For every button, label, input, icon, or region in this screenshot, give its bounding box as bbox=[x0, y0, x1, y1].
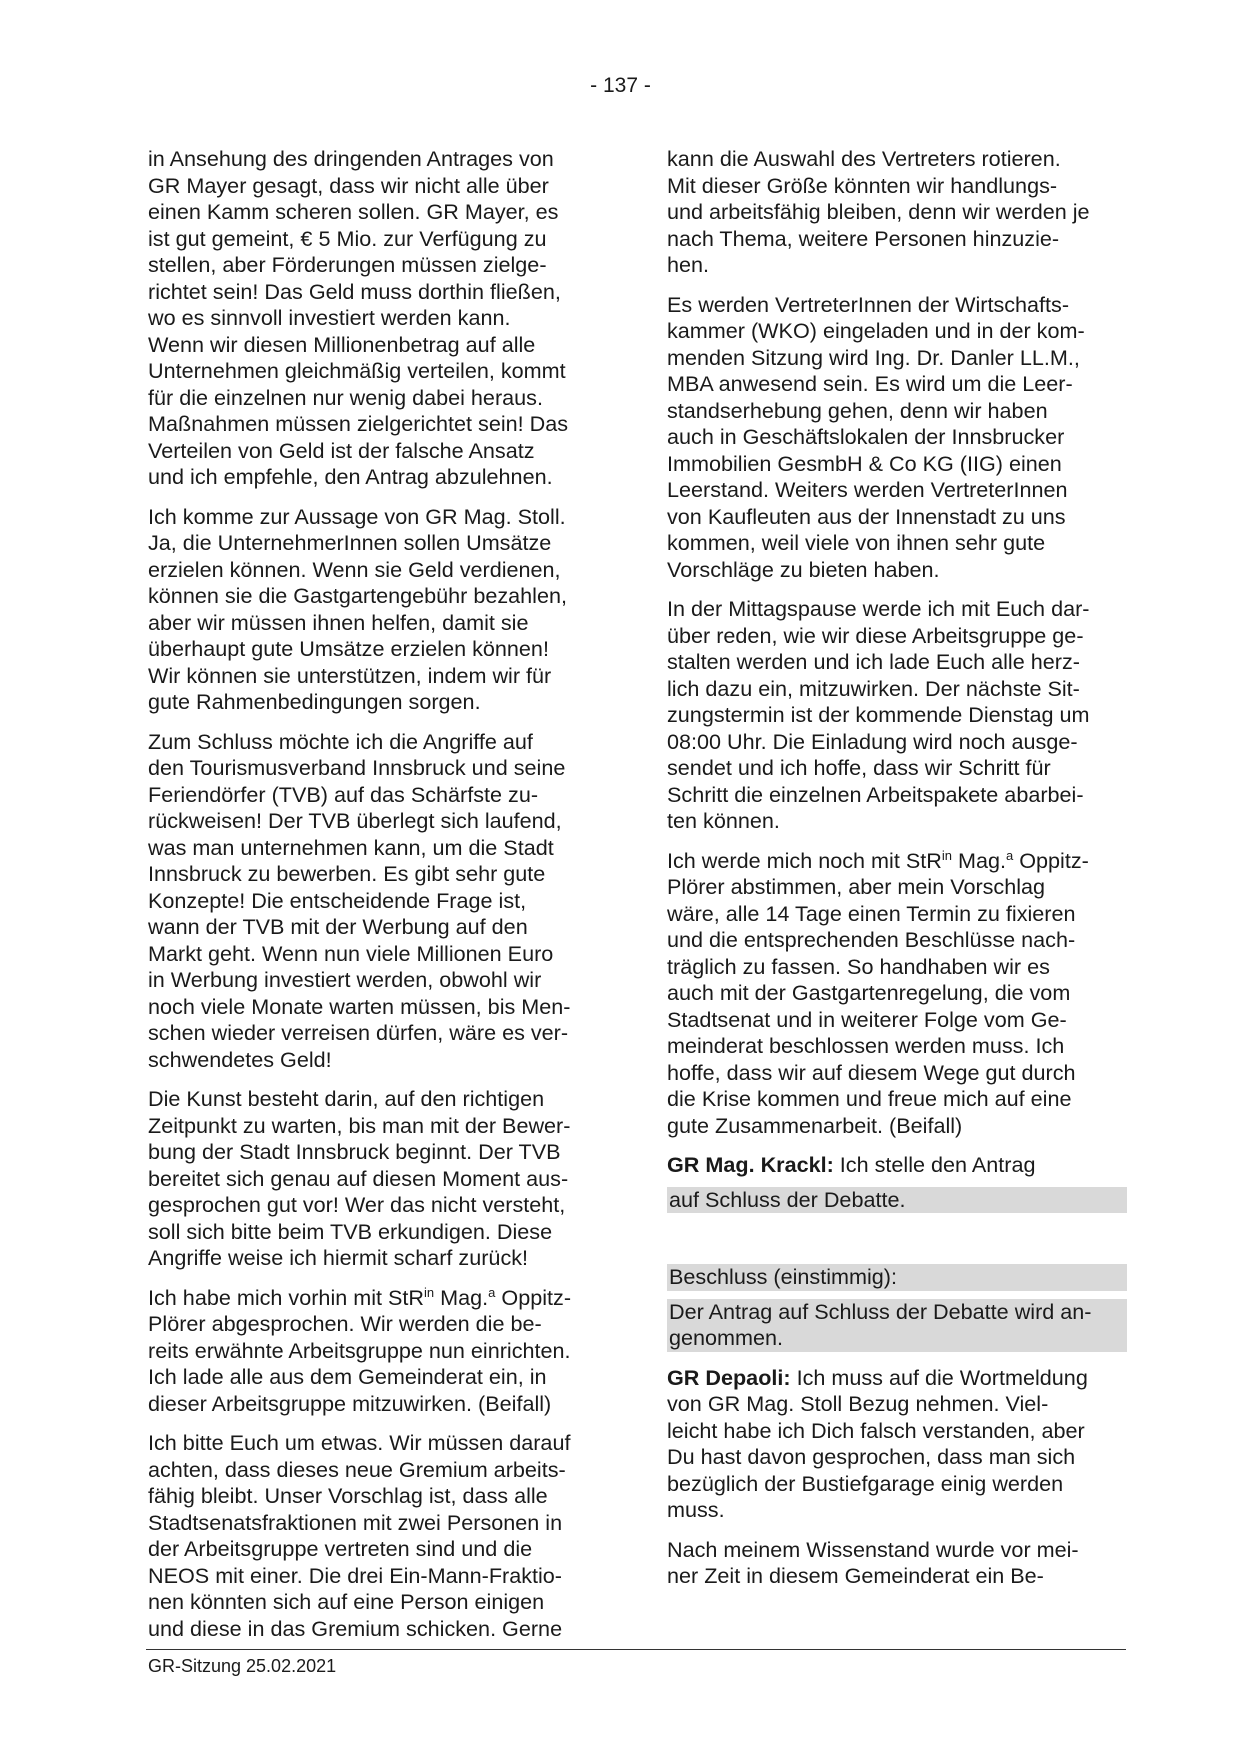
paragraph bbox=[667, 848, 1127, 1140]
paragraph bbox=[667, 292, 1127, 584]
text-line: von GR Mag. Stoll Bezug nehmen. Viel- bbox=[667, 1391, 1049, 1416]
text-line: hoffe, dass wir auf diesem Wege gut durch bbox=[667, 1059, 1076, 1085]
text-line: sendet und ich hoffe, dass wir Schritt für bbox=[667, 755, 1051, 780]
text-line: Markt geht. Wenn nun viele Millionen Euro bbox=[148, 940, 554, 966]
text-line: Zeitpunkt zu warten, bis man mit der Bewer- bbox=[148, 1112, 571, 1138]
text-line: 08:00 Uhr. Die Einladung wird noch ausge- bbox=[667, 728, 1078, 754]
text-line: meinderat beschlossen werden muss. Ich bbox=[667, 1033, 1065, 1058]
text-line: Zum Schluss möchte ich die Angriffe auf bbox=[148, 728, 533, 754]
text-line: MBA anwesend sein. Es wird um die Leer- bbox=[667, 371, 1073, 396]
paragraph bbox=[148, 729, 608, 1074]
motion-shaded-text: auf Schluss der Debatte. bbox=[667, 1187, 1127, 1214]
text-line: NEOS mit einer. Die drei Ein-Mann-Fraktio- bbox=[148, 1562, 563, 1588]
text-line: aber wir müssen ihnen helfen, damit sie bbox=[148, 609, 529, 635]
text-line: Es werden VertreterInnen der Wirtschafts- bbox=[667, 291, 1070, 317]
text-line: standserhebung gehen, denn wir haben bbox=[667, 397, 1048, 423]
text-line: muss. bbox=[667, 1497, 725, 1522]
text-line: Nach meinem Wissenstand wurde vor mei- bbox=[667, 1536, 1079, 1562]
text-line: die Krise kommen und freue mich auf eine bbox=[667, 1086, 1072, 1111]
text-line: Mit dieser Größe könnten wir handlungs- bbox=[667, 172, 1058, 198]
text-line: wo es sinnvoll investiert werden kann. bbox=[148, 305, 511, 330]
text-line: rückweisen! Der TVB überlegt sich laufend, bbox=[148, 808, 562, 833]
text-line: Die Kunst besteht darin, auf den richtigen bbox=[148, 1086, 545, 1111]
left-column bbox=[148, 146, 608, 1642]
text-line: hen. bbox=[667, 252, 710, 277]
text-line: Immobilien GesmbH & Co KG (IIG) einen bbox=[667, 450, 1062, 476]
text-line: Feriendörfer (TVB) auf das Schärfste zu- bbox=[148, 781, 539, 807]
text-line: Wir können sie unterstützen, indem wir für bbox=[148, 662, 552, 688]
text-line: gute Zusammenarbeit. (Beifall) bbox=[667, 1112, 963, 1138]
text-line: kann die Auswahl des Vertreters rotieren. bbox=[667, 146, 1061, 171]
text-line: wann der TVB mit der Werbung auf den bbox=[148, 914, 528, 939]
text-line: Plörer abgesprochen. Wir werden die be- bbox=[148, 1311, 542, 1336]
speaker-name: GR Mag. Krackl: bbox=[667, 1152, 834, 1177]
text-line: achten, dass dieses neue Gremium arbeits- bbox=[148, 1456, 566, 1482]
page-number: - 137 - bbox=[590, 74, 651, 97]
text-line: können sie die Gastgartengebühr bezahlen, bbox=[148, 583, 567, 608]
text-line: ner Zeit in diesem Gemeinderat ein Be- bbox=[667, 1563, 1044, 1588]
text-line: von Kaufleuten aus der Innenstadt zu uns bbox=[667, 503, 1066, 529]
text-line: soll sich bitte beim TVB erkundigen. Diese bbox=[148, 1218, 553, 1244]
text-line: in Ansehung des dringenden Antrages von bbox=[148, 146, 554, 171]
text-line: In der Mittagspause werde ich mit Euch dar- bbox=[667, 596, 1090, 621]
text-line: Innsbruck zu bewerben. Es gibt sehr gute bbox=[148, 861, 546, 886]
text-line: für die einzelnen nur wenig dabei heraus. bbox=[148, 384, 543, 410]
text-line: lich dazu ein, mitzuwirken. Der nächste Sit- bbox=[667, 675, 1080, 701]
text-line: Ich lade alle aus dem Gemeinderat ein, in bbox=[148, 1364, 547, 1389]
text-line: Ich komme zur Aussage von GR Mag. Stoll. bbox=[148, 503, 566, 529]
superscript: a bbox=[488, 1284, 496, 1300]
text-line: dieser Arbeitsgruppe mitzuwirken. (Beifall) bbox=[148, 1390, 552, 1416]
text-line: Unternehmen gleichmäßig verteilen, kommt bbox=[148, 358, 566, 383]
text-line: Ich bitte Euch um etwas. Wir müssen darauf bbox=[148, 1430, 571, 1455]
text-line: Plörer abstimmen, aber mein Vorschlag bbox=[667, 874, 1046, 899]
text-line: Leerstand. Weiters werden VertreterInnen bbox=[667, 477, 1068, 502]
paragraph bbox=[667, 596, 1127, 835]
text-line: Verteilen von Geld ist der falsche Ansatz bbox=[148, 437, 535, 463]
text-line: und arbeitsfähig bleiben, denn wir werden je bbox=[667, 199, 1090, 224]
speaker-name: GR Depaoli: bbox=[667, 1364, 791, 1390]
paragraph bbox=[148, 1086, 608, 1272]
text-line: und ich empfehle, den Antrag abzulehnen. bbox=[148, 464, 553, 489]
text-line: kommen, weil viele von ihnen sehr gute bbox=[667, 530, 1046, 555]
footer-rule bbox=[146, 1649, 1126, 1650]
text-line: genommen. bbox=[667, 1325, 1127, 1352]
text-line: bezüglich der Bustiefgarage einig werden bbox=[667, 1470, 1064, 1496]
text-line: reits erwähnte Arbeitsgruppe nun einrichten. bbox=[148, 1337, 571, 1363]
text-line: träglich zu fassen. So handhaben wir es bbox=[667, 953, 1050, 979]
text-line: überhaupt gute Umsätze erzielen können! bbox=[148, 636, 549, 661]
text-line: GR Mag. Krackl: Ich stelle den Antrag bbox=[667, 1152, 1036, 1177]
paragraph bbox=[667, 1365, 1127, 1524]
text-line: schwendetes Geld! bbox=[148, 1046, 332, 1072]
text-line: Stadtsenatsfraktionen mit zwei Personen in bbox=[148, 1509, 563, 1535]
text-line: der Arbeitsgruppe vertreten sind und die bbox=[148, 1536, 533, 1561]
footer-text: GR-Sitzung 25.02.2021 bbox=[148, 1656, 337, 1676]
text-line: Der Antrag auf Schluss der Debatte wird an- bbox=[667, 1299, 1127, 1326]
paragraph bbox=[667, 1537, 1127, 1590]
text-line: erzielen können. Wenn sie Geld verdienen, bbox=[148, 556, 561, 582]
right-column bbox=[667, 146, 1127, 1590]
text-line: noch viele Monate warten müssen, bis Men- bbox=[148, 993, 571, 1019]
text-line: Konzepte! Die entscheidende Frage ist, bbox=[148, 887, 527, 913]
text-line: richtet sein! Das Geld muss dorthin fließen, bbox=[148, 278, 561, 304]
paragraph bbox=[667, 146, 1127, 279]
text-line: Angriffe weise ich hiermit scharf zurück! bbox=[148, 1245, 529, 1270]
motion-paragraph bbox=[667, 1152, 1127, 1179]
text-line: ist gut gemeint, € 5 Mio. zur Verfügung zu bbox=[148, 225, 547, 251]
text-line: Maßnahmen müssen zielgerichtet sein! Das bbox=[148, 411, 569, 436]
resolution-title: Beschluss (einstimmig): bbox=[667, 1264, 1127, 1291]
text-line: und die entsprechenden Beschlüsse nach- bbox=[667, 927, 1076, 952]
text-line: stalten werden und ich lade Euch alle herz- bbox=[667, 649, 1080, 674]
paragraph bbox=[148, 146, 608, 491]
text-line: Ich habe mich vorhin mit StR$^{in}$ Mag.$^a$ Oppitz- bbox=[148, 1284, 572, 1310]
text-line: einen Kamm scheren sollen. GR Mayer, es bbox=[148, 199, 559, 224]
text-line: auch in Geschäftslokalen der Innsbrucker bbox=[667, 424, 1065, 449]
text-line: auch mit der Gastgartenregelung, die vom bbox=[667, 980, 1071, 1005]
text-line: bereitet sich genau auf diesen Moment aus- bbox=[148, 1165, 569, 1191]
text-line: Schritt die einzelnen Arbeitspakete abarbei- bbox=[667, 781, 1084, 807]
text-line: GR Mayer gesagt, dass wir nicht alle über bbox=[148, 172, 549, 198]
text-line: den Tourismusverband Innsbruck und seine bbox=[148, 755, 566, 780]
text-line: gesprochen gut vor! Wer das nicht versteht, bbox=[148, 1192, 566, 1217]
text-line: Vorschläge zu bieten haben. bbox=[667, 556, 940, 582]
paragraph bbox=[148, 504, 608, 716]
superscript: in bbox=[941, 847, 952, 863]
text-line: was man unternehmen kann, um die Stadt bbox=[148, 834, 554, 860]
text-line: bung der Stadt Innsbruck beginnt. Der TVB bbox=[148, 1139, 561, 1164]
motion-shaded-block bbox=[667, 1187, 1127, 1214]
text-line: menden Sitzung wird Ing. Dr. Danler LL.M., bbox=[667, 344, 1080, 370]
text-line: Ja, die UnternehmerInnen sollen Umsätze bbox=[148, 530, 552, 555]
text-line: gute Rahmenbedingungen sorgen. bbox=[148, 689, 481, 714]
paragraph bbox=[148, 1430, 608, 1642]
text-line: über reden, wie wir diese Arbeitsgruppe ge- bbox=[667, 622, 1084, 648]
text-line: fähig bleibt. Unser Vorschlag ist, dass alle bbox=[148, 1483, 548, 1508]
text-line: Ich werde mich noch mit StR$^{in}$ Mag.$^a$ Oppitz- bbox=[667, 847, 1089, 873]
text-line: kammer (WKO) eingeladen und in der kom- bbox=[667, 318, 1085, 343]
resolution-title-block bbox=[667, 1264, 1127, 1291]
text-line: nach Thema, weitere Personen hinzuzie- bbox=[667, 225, 1060, 251]
text-line: GR Depaoli: Ich muss auf die Wortmeldung bbox=[667, 1364, 1088, 1390]
text-line: stellen, aber Förderungen müssen zielge- bbox=[148, 252, 547, 277]
text-line: Du hast davon gesprochen, dass man sich bbox=[667, 1444, 1076, 1469]
superscript: a bbox=[1005, 847, 1014, 863]
spacer bbox=[667, 1226, 1127, 1264]
text-line: wäre, alle 14 Tage einen Termin zu fixieren bbox=[667, 900, 1076, 926]
text-line: in Werbung investiert werden, obwohl wir bbox=[148, 967, 542, 992]
text-line: leicht habe ich Dich falsch verstanden, aber bbox=[667, 1417, 1085, 1443]
text-line: schen wieder verreisen dürfen, wäre es ver- bbox=[148, 1020, 569, 1045]
resolution-text-block bbox=[667, 1299, 1127, 1352]
text-line: Stadtsenat und in weiterer Folge vom Ge- bbox=[667, 1006, 1067, 1032]
text-line: zungstermin ist der kommende Dienstag um bbox=[667, 702, 1090, 727]
paragraph bbox=[148, 1285, 608, 1418]
text-line: Wenn wir diesen Millionenbetrag auf alle bbox=[148, 331, 536, 357]
text-line: und diese in das Gremium schicken. Gerne bbox=[148, 1615, 563, 1641]
superscript: in bbox=[424, 1284, 435, 1300]
text-line: nen könnten sich auf eine Person einigen bbox=[148, 1589, 545, 1614]
text-line: ten können. bbox=[667, 808, 780, 833]
